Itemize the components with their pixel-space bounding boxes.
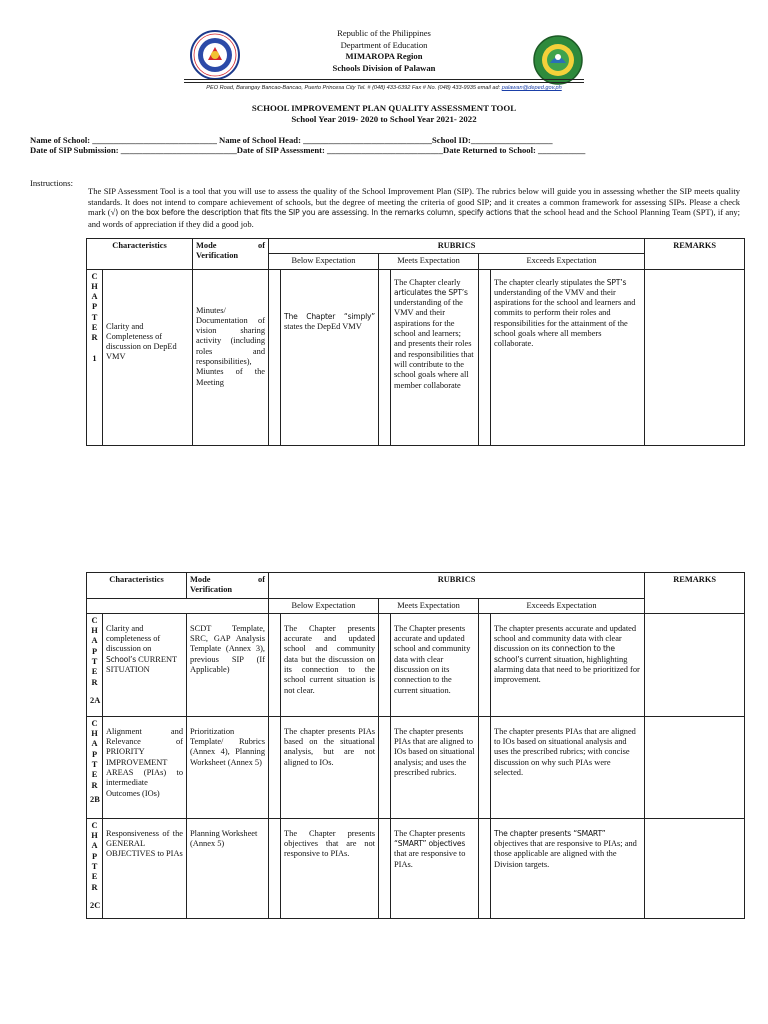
characteristic-cell	[103, 613, 187, 716]
mode-header-a: Mode	[196, 241, 217, 250]
chapter-letter: E	[91, 323, 98, 333]
header-rule-bottom	[184, 82, 584, 83]
exceeds-checkbox[interactable]	[479, 818, 491, 918]
remarks-cell[interactable]	[645, 716, 745, 818]
characteristics-header: Characteristics	[87, 239, 193, 270]
instructions-text	[88, 186, 740, 229]
chapter-number: 1	[92, 353, 97, 363]
exceeds-text-c: situation, highlighting alarming data that need to be prioritized for improvement.	[494, 654, 640, 685]
mov-cell	[187, 716, 269, 818]
meets-cell	[391, 716, 479, 818]
below-cell	[281, 613, 379, 716]
exceeds-text-a: The chapter presents accurate and updated school and community data with clear discussion on its	[494, 623, 637, 654]
characteristic-text-b: School’s	[106, 654, 136, 664]
instructions-label: Instructions:	[30, 178, 73, 188]
exceeds-text-a: The chapter clearly stipulates the	[494, 277, 607, 287]
below-checkbox[interactable]	[269, 716, 281, 818]
chapter-letter: H	[91, 281, 98, 291]
exceeds-text-b: objectives that are responsive to PIAs; and those applicable are aligned with the Division targets.	[494, 839, 637, 869]
fields-row-2: Date of SIP Submission: ___________________________Date of SIP Assessment: ___________________________Date Returned to School: ___________	[30, 145, 586, 155]
chapter-letter: T	[91, 862, 98, 872]
exceeds-text-b: SPT’s	[606, 277, 627, 287]
mode-header	[193, 239, 269, 270]
chapter-letter: R	[91, 677, 98, 687]
mode-header-a: Mode	[190, 575, 211, 584]
meets-text-c: that are responsive to PIAs.	[394, 849, 466, 869]
exceeds-text-a: The chapter presents “SMART”	[494, 828, 606, 838]
mov-text: Minutes/ Documentation of vision sharing activity (including roles and responsibilities), Miuntes of the Meeting	[196, 305, 266, 387]
chapter-label	[87, 716, 103, 818]
exceeds-checkbox[interactable]	[479, 613, 491, 716]
chapter-number: 2B	[90, 794, 100, 804]
below-text-b: states the DepEd VMV	[284, 321, 362, 331]
meets-text-a: The Chapter presents	[394, 828, 466, 838]
remarks-header: REMARKS	[645, 239, 745, 270]
region-line: MIMAROPA Region	[345, 51, 423, 61]
below-text: The chapter presents PIAs based on the situational analysis, but are not aligned to IOs.	[284, 726, 376, 767]
instructions-part-c: the school head and the School Planning Team (SPT), if any; and words of appreciation if they did a good job.	[88, 207, 740, 229]
exceeds-checkbox[interactable]	[479, 269, 491, 445]
meets-expectation-header: Meets Expectation	[379, 598, 479, 613]
below-checkbox[interactable]	[269, 613, 281, 716]
meets-cell	[391, 269, 479, 445]
table-row-2b	[87, 716, 745, 818]
characteristic-text-c: CURRENT SITUATION	[106, 654, 178, 675]
chapter-letter: H	[91, 626, 98, 636]
remarks-cell[interactable]	[645, 269, 745, 445]
email-link[interactable]: palawan@deped.gov.ph	[501, 85, 562, 91]
header-spacer	[87, 598, 269, 613]
exceeds-cell	[491, 818, 645, 918]
mov-cell	[187, 613, 269, 716]
exceeds-cell	[491, 269, 645, 445]
chapter-letter: H	[91, 831, 98, 841]
mov-text: Planning Worksheet (Annex 5)	[190, 828, 258, 849]
below-cell	[281, 269, 379, 445]
chapter-letter: H	[91, 729, 98, 739]
meets-text-c: understanding of the VMV and their aspirations for the school and learners; and presents their roles and responsibilities that will contribute to the school goals where all member collaborate	[394, 298, 474, 390]
below-text: The Chapter presents accurate and updated school and community data but the discussion on its connection to the school current situation is not clear.	[284, 623, 376, 695]
title-main: SCHOOL IMPROVEMENT PLAN QUALITY ASSESSMENT TOOL	[251, 103, 517, 113]
characteristic-text: Clarity and Completeness of discussion on DepEd VMV	[106, 321, 177, 362]
meets-text: The Chapter presents accurate and updated school and community data with clear discussion on its connection to the current situation.	[394, 623, 471, 695]
meets-checkbox[interactable]	[379, 269, 391, 445]
characteristic-cell	[103, 818, 187, 918]
department-line: Department of Education	[340, 39, 428, 50]
characteristic-cell	[103, 716, 187, 818]
document-title	[0, 103, 768, 125]
exceeds-expectation-header: Exceeds Expectation	[479, 254, 645, 269]
meets-checkbox[interactable]	[379, 818, 391, 918]
chapter-letter: P	[91, 851, 98, 861]
chapter-label	[87, 613, 103, 716]
exceeds-expectation-header: Exceeds Expectation	[479, 598, 645, 613]
republic-line: Republic of the Philippines	[337, 28, 431, 38]
exceeds-checkbox[interactable]	[479, 716, 491, 818]
chapter-number: 2C	[90, 900, 101, 910]
mode-header-c: Verification	[196, 251, 239, 261]
below-expectation-header: Below Expectation	[269, 254, 379, 269]
chapter-letter: R	[91, 882, 98, 892]
chapter-letter: A	[91, 292, 98, 302]
chapter-letter: C	[91, 820, 98, 830]
chapter-number: 2A	[90, 695, 101, 705]
meets-text: The chapter presents PIAs that are aligned to IOs based on situational analysis; and uses the prescribed rubrics.	[394, 726, 475, 778]
rubric-table-chapter-1	[86, 238, 745, 446]
remarks-cell[interactable]	[645, 613, 745, 716]
table-row-2c	[87, 818, 745, 918]
title-sub: School Year 2019- 2020 to School Year 2021- 2022	[291, 114, 477, 124]
meets-checkbox[interactable]	[379, 613, 391, 716]
meets-checkbox[interactable]	[379, 716, 391, 818]
instructions-part-a: The SIP Assessment Tool is a tool that you will use to assess the quality of the School Improvement Plan (SIP). The rubrics below will guide you in assessing whether the SIP meets quality standards. It does not intend to compare achievement of schools, but the degree of meeting the criteria of good SIP; and it creates a common framework for assessing SIPs. Please a check mark (	[88, 186, 740, 217]
chapter-letter: R	[91, 780, 98, 790]
below-cell	[281, 716, 379, 818]
exceeds-cell	[491, 613, 645, 716]
chapter-letter: P	[91, 302, 98, 312]
chapter-letter: P	[91, 646, 98, 656]
mov-cell	[193, 269, 269, 445]
check-mark: √	[110, 207, 116, 217]
rubrics-header: RUBRICS	[269, 239, 645, 254]
division-line: Schools Division of Palawan	[332, 62, 436, 73]
meets-cell	[391, 818, 479, 918]
chapter-label	[87, 269, 103, 445]
chapter-letter: R	[91, 333, 98, 343]
meets-cell	[391, 613, 479, 716]
below-text: The Chapter presents objectives that are not responsive to PIAs.	[284, 828, 376, 859]
below-checkbox[interactable]	[269, 269, 281, 445]
chapter-letter: A	[91, 739, 98, 749]
chapter-letter: E	[91, 872, 98, 882]
below-cell	[281, 818, 379, 918]
characteristic-text: Alignment and Relevance of PRIORITY IMPROVEMENT AREAS (PIAs) to intermediate Outcomes (IOs)	[106, 726, 184, 798]
meets-text-b: articulates the SPT’s	[394, 287, 468, 297]
header-rule-top	[184, 79, 584, 80]
characteristic-text: Responsiveness of the GENERAL OBJECTIVES to PIAs	[106, 828, 184, 859]
chapter-letter: A	[91, 841, 98, 851]
meets-text-b: “SMART” objectives	[394, 839, 466, 849]
address-line	[0, 85, 768, 92]
rubric-table-chapter-2	[86, 572, 745, 919]
mov-text: SCDT Template, SRC, GAP Analysis Template (Annex 3), previous SIP (If Applicable)	[190, 623, 266, 675]
chapter-letter: C	[91, 271, 98, 281]
rubrics-header: RUBRICS	[269, 573, 645, 599]
exceeds-cell	[491, 716, 645, 818]
letterhead	[0, 28, 768, 74]
mode-header-c: Verification	[190, 585, 233, 595]
exceeds-text-c: understanding of the VMV and their aspirations for the school and learners and commits to perform their roles and responsibilities for the attainment of the school goals where all members collaborate.	[494, 287, 636, 349]
chapter-letter: T	[91, 760, 98, 770]
exceeds-text: The chapter presents PIAs that are aligned to IOs based on situational analysis and uses the prescribed rubrics; with concise discussion on why such PIAs were selected.	[494, 726, 636, 778]
address-text: PEO Road, Barangay Bancao-Bancao, Puerto Princesa City Tel. # (048) 433-6392 Fax # No. (048) 433-9935 email ad:	[206, 85, 502, 91]
exceeds-text-b: connection to the school’s current	[494, 644, 615, 664]
below-expectation-header: Below Expectation	[269, 598, 379, 613]
mode-header-b: of	[258, 241, 266, 250]
remarks-header: REMARKS	[645, 573, 745, 614]
chapter-letter: P	[91, 749, 98, 759]
chapter-label	[87, 818, 103, 918]
chapter-letter: C	[91, 718, 98, 728]
table-row-2a	[87, 613, 745, 716]
fields-row-1: Name of School: _____________________________ Name of School Head: ______________________________School ID:___________________	[30, 135, 553, 145]
mode-header	[187, 573, 269, 599]
meets-text-a: The Chapter clearly	[394, 277, 461, 287]
instructions-part-b: ) on the box before the description that fits the SIP you are assessing. In the remarks column, specify actions that	[115, 208, 529, 217]
chapter-letter: A	[91, 636, 98, 646]
mov-cell	[187, 818, 269, 918]
chapter-letter: T	[91, 657, 98, 667]
characteristics-header: Characteristics	[87, 573, 187, 599]
mov-text: Prioritization Template/ Rubrics (Annex 4), Planning Worksheet (Annex 5)	[190, 726, 266, 767]
chapter-letter: C	[91, 615, 98, 625]
characteristic-text-a: Clarity and completeness of discussion on	[106, 623, 161, 654]
characteristic-cell	[103, 269, 193, 445]
below-text-a: The Chapter “simply”	[284, 311, 376, 321]
chapter-letter: E	[91, 667, 98, 677]
meets-expectation-header: Meets Expectation	[379, 254, 479, 269]
remarks-cell[interactable]	[645, 818, 745, 918]
chapter-letter: T	[91, 312, 98, 322]
chapter-letter: E	[91, 770, 98, 780]
mode-header-b: of	[258, 575, 266, 584]
school-fields	[30, 135, 585, 155]
below-checkbox[interactable]	[269, 818, 281, 918]
